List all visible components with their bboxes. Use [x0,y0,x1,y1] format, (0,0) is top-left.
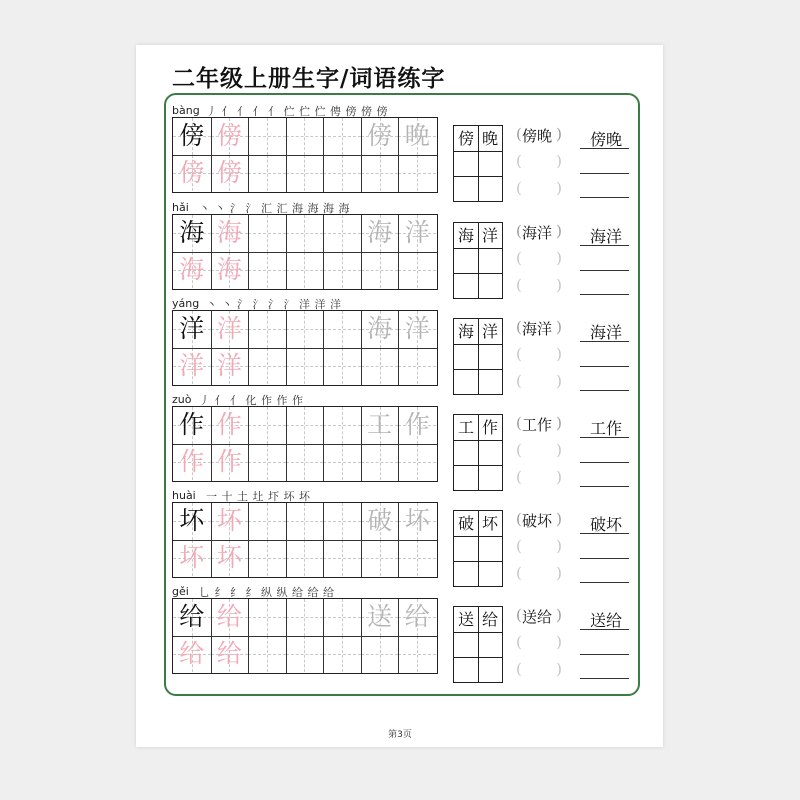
trace-character: 海 [179,254,205,284]
grid-divider [454,561,502,562]
trace-character: 洋 [216,314,242,343]
writing-cell[interactable] [361,348,399,385]
word-grid-character: 给 [481,610,498,629]
trace-character: 作 [216,410,242,439]
stroke-order: 丿 亻 亻 化 作 作 作 [199,394,304,407]
tianzige-grid[interactable] [172,214,438,290]
writing-cell[interactable] [248,215,286,252]
practice-row: hǎi 丶 丶 氵 氵 汇 汇 海 海 海 海 海 海 海 海 海 洋 海 洋 ( ) 海洋 ( ) ( ) 海洋 [0,198,800,294]
word-grid-character: 作 [481,418,498,437]
writing-cell[interactable] [323,503,361,540]
practice-row: huài 一 十 土 圵 圷 坏 坏 坏 坏 坏 坏 破 坏 破 坏 ( ) 破坏 ( ) ( ) 破坏 [0,486,800,582]
pinyin-label: huài [172,489,196,502]
writing-cell[interactable] [323,155,361,192]
word-grid-character: 洋 [481,226,498,245]
writing-cell[interactable] [248,252,286,289]
writing-line[interactable] [580,629,629,630]
word-grid-character: 海 [457,322,474,341]
trace-character: 傍 [179,157,205,187]
page-title: 二年级上册生字/词语练字 [172,65,446,92]
underline-word: 破坏 [589,515,622,534]
trace-character: 洋 [216,350,242,380]
word-model-character: 海 [367,218,393,247]
writing-cell[interactable] [323,407,361,444]
parenthesis-word: 海洋 [522,320,553,338]
writing-cell[interactable] [286,215,324,252]
tianzige-grid[interactable] [172,502,438,578]
parenthesis-word: 傍晚 [522,127,553,145]
writing-cell[interactable] [361,252,399,289]
word-writing-grid[interactable] [453,606,503,683]
writing-cell[interactable] [361,444,399,481]
underline-word: 海洋 [589,323,622,342]
word-model-character: 送 [367,602,393,631]
writing-cell[interactable] [248,599,286,636]
grid-divider [454,273,502,274]
model-character: 给 [179,602,205,631]
word-model-character: 晚 [404,121,430,150]
trace-character: 作 [216,446,242,476]
tianzige-grid[interactable] [172,406,438,482]
writing-cell[interactable] [398,540,436,577]
grid-divider [454,151,502,152]
pinyin-label: zuò [172,393,192,406]
writing-line[interactable] [580,654,629,655]
writing-cell[interactable] [248,444,286,481]
writing-cell[interactable] [248,348,286,385]
writing-line[interactable] [580,173,629,174]
writing-cell[interactable] [248,311,286,348]
grid-divider [454,369,502,370]
trace-character: 给 [216,602,242,631]
underline-word: 工作 [589,419,622,438]
parenthesis-word: 送给 [522,608,553,626]
trace-character: 傍 [216,121,242,150]
parenthesis-word: 破坏 [522,512,553,530]
writing-cell[interactable] [398,444,436,481]
word-grid-character: 破 [457,514,474,533]
word-grid-character: 工 [457,418,474,437]
writing-cell[interactable] [248,155,286,192]
writing-cell[interactable] [323,599,361,636]
writing-cell[interactable] [323,348,361,385]
word-grid-character: 洋 [481,322,498,341]
writing-cell[interactable] [248,540,286,577]
writing-cell[interactable] [398,636,436,673]
word-writing-grid[interactable] [453,318,503,395]
word-model-character: 洋 [404,218,430,247]
writing-line[interactable] [580,558,629,559]
writing-cell[interactable] [323,215,361,252]
word-model-character: 破 [367,506,393,535]
writing-cell[interactable] [286,599,324,636]
writing-cell[interactable] [323,252,361,289]
writing-cell[interactable] [248,503,286,540]
writing-cell[interactable] [398,155,436,192]
writing-line[interactable] [580,270,629,271]
trace-character: 作 [179,446,205,476]
practice-row: bàng 丿 亻 亻 亻 亻 伫 伫 伫 俜 傍 傍 傍 傍 傍 傍 傍 傍 晚 傍 晚 ( ) 傍晚 ( ) ( ) 傍晚 [0,101,800,197]
writing-cell[interactable] [323,444,361,481]
stroke-order: 丿 亻 亻 亻 亻 伫 伫 伫 俜 傍 傍 傍 [206,105,388,118]
writing-cell[interactable] [286,407,324,444]
word-model-character: 工 [367,410,393,439]
writing-cell[interactable] [323,118,361,155]
word-writing-grid[interactable] [453,125,503,202]
writing-cell[interactable] [286,444,324,481]
writing-cell[interactable] [361,540,399,577]
writing-cell[interactable] [323,540,361,577]
parenthesis-word: 海洋 [522,224,553,242]
tianzige-grid[interactable] [172,598,438,674]
word-model-character: 作 [404,410,430,439]
practice-row: gěi 乚 纟 纟 纟 纵 纵 给 给 给 给 给 给 给 送 给 送 给 ( ) 送给 ( ) ( ) 送给 [0,582,800,678]
grid-divider [454,657,502,658]
stroke-order: 一 十 土 圵 圷 坏 坏 [206,490,311,503]
model-character: 坏 [179,506,205,535]
writing-line[interactable] [580,462,629,463]
trace-character: 洋 [179,350,205,380]
writing-cell[interactable] [248,407,286,444]
writing-cell[interactable] [398,348,436,385]
tianzige-grid[interactable] [172,310,438,386]
writing-cell[interactable] [286,118,324,155]
word-grid-character: 坏 [481,514,498,533]
pinyin-label: yáng [172,297,200,310]
word-model-character: 海 [367,314,393,343]
stroke-order: 乚 纟 纟 纟 纵 纵 给 给 给 [199,586,335,599]
writing-cell[interactable] [361,155,399,192]
word-model-character: 给 [404,602,430,631]
underline-word: 海洋 [589,227,622,246]
parenthesis-word: 工作 [522,416,553,434]
trace-character: 坏 [216,506,242,535]
writing-cell[interactable] [286,503,324,540]
writing-cell[interactable] [286,348,324,385]
writing-cell[interactable] [286,636,324,673]
page-number: 第3页 [388,730,412,740]
writing-cell[interactable] [398,252,436,289]
writing-line[interactable] [580,341,629,342]
underline-word: 送给 [589,611,622,630]
stroke-order: 丶 丶 氵 氵 氵 氵 洋 洋 洋 [206,298,342,311]
pinyin-label: gěi [172,585,189,598]
grid-divider [454,248,502,249]
word-model-character: 坏 [404,506,430,535]
word-writing-grid[interactable] [453,222,503,299]
writing-cell[interactable] [323,311,361,348]
writing-cell[interactable] [286,540,324,577]
word-grid-character: 傍 [457,129,474,148]
grid-divider [454,440,502,441]
writing-line[interactable] [580,437,629,438]
pinyin-label: bàng [172,104,200,117]
model-character: 傍 [179,121,205,150]
writing-line[interactable] [580,533,629,534]
writing-line[interactable] [580,678,629,679]
writing-cell[interactable] [286,311,324,348]
trace-character: 给 [216,638,242,668]
writing-cell[interactable] [286,155,324,192]
model-character: 海 [179,218,205,247]
trace-character: 海 [216,254,242,284]
trace-character: 傍 [216,157,242,187]
writing-cell[interactable] [248,118,286,155]
model-character: 洋 [179,314,205,343]
word-writing-grid[interactable] [453,414,503,491]
writing-cell[interactable] [286,252,324,289]
trace-character: 坏 [216,542,242,572]
practice-row: yáng 丶 丶 氵 氵 氵 氵 洋 洋 洋 洋 洋 洋 洋 海 洋 海 洋 ( ) 海洋 ( ) ( ) 海洋 [0,294,800,390]
grid-divider [454,344,502,345]
pinyin-label: hǎi [172,201,189,214]
writing-cell[interactable] [323,636,361,673]
writing-line[interactable] [580,148,629,149]
grid-divider [454,176,502,177]
word-grid-character: 海 [457,226,474,245]
word-grid-character: 送 [457,610,474,629]
underline-word: 傍晚 [589,130,622,149]
writing-cell[interactable] [248,636,286,673]
word-grid-character: 晚 [481,129,498,148]
tianzige-grid[interactable] [172,117,438,193]
word-model-character: 傍 [367,121,393,150]
grid-divider [454,465,502,466]
writing-line[interactable] [580,366,629,367]
trace-character: 海 [216,218,242,247]
word-model-character: 洋 [404,314,430,343]
practice-row: zuò 丿 亻 亻 化 作 作 作 作 作 作 作 工 作 工 作 ( ) 工作 ( ) ( ) 工作 [0,390,800,486]
grid-divider [454,632,502,633]
trace-character: 坏 [179,542,205,572]
writing-cell[interactable] [361,636,399,673]
word-writing-grid[interactable] [453,510,503,587]
stroke-order: 丶 丶 氵 氵 汇 汇 海 海 海 海 [199,202,350,215]
grid-divider [454,536,502,537]
trace-character: 给 [179,638,205,668]
writing-line[interactable] [580,245,629,246]
model-character: 作 [179,410,205,439]
